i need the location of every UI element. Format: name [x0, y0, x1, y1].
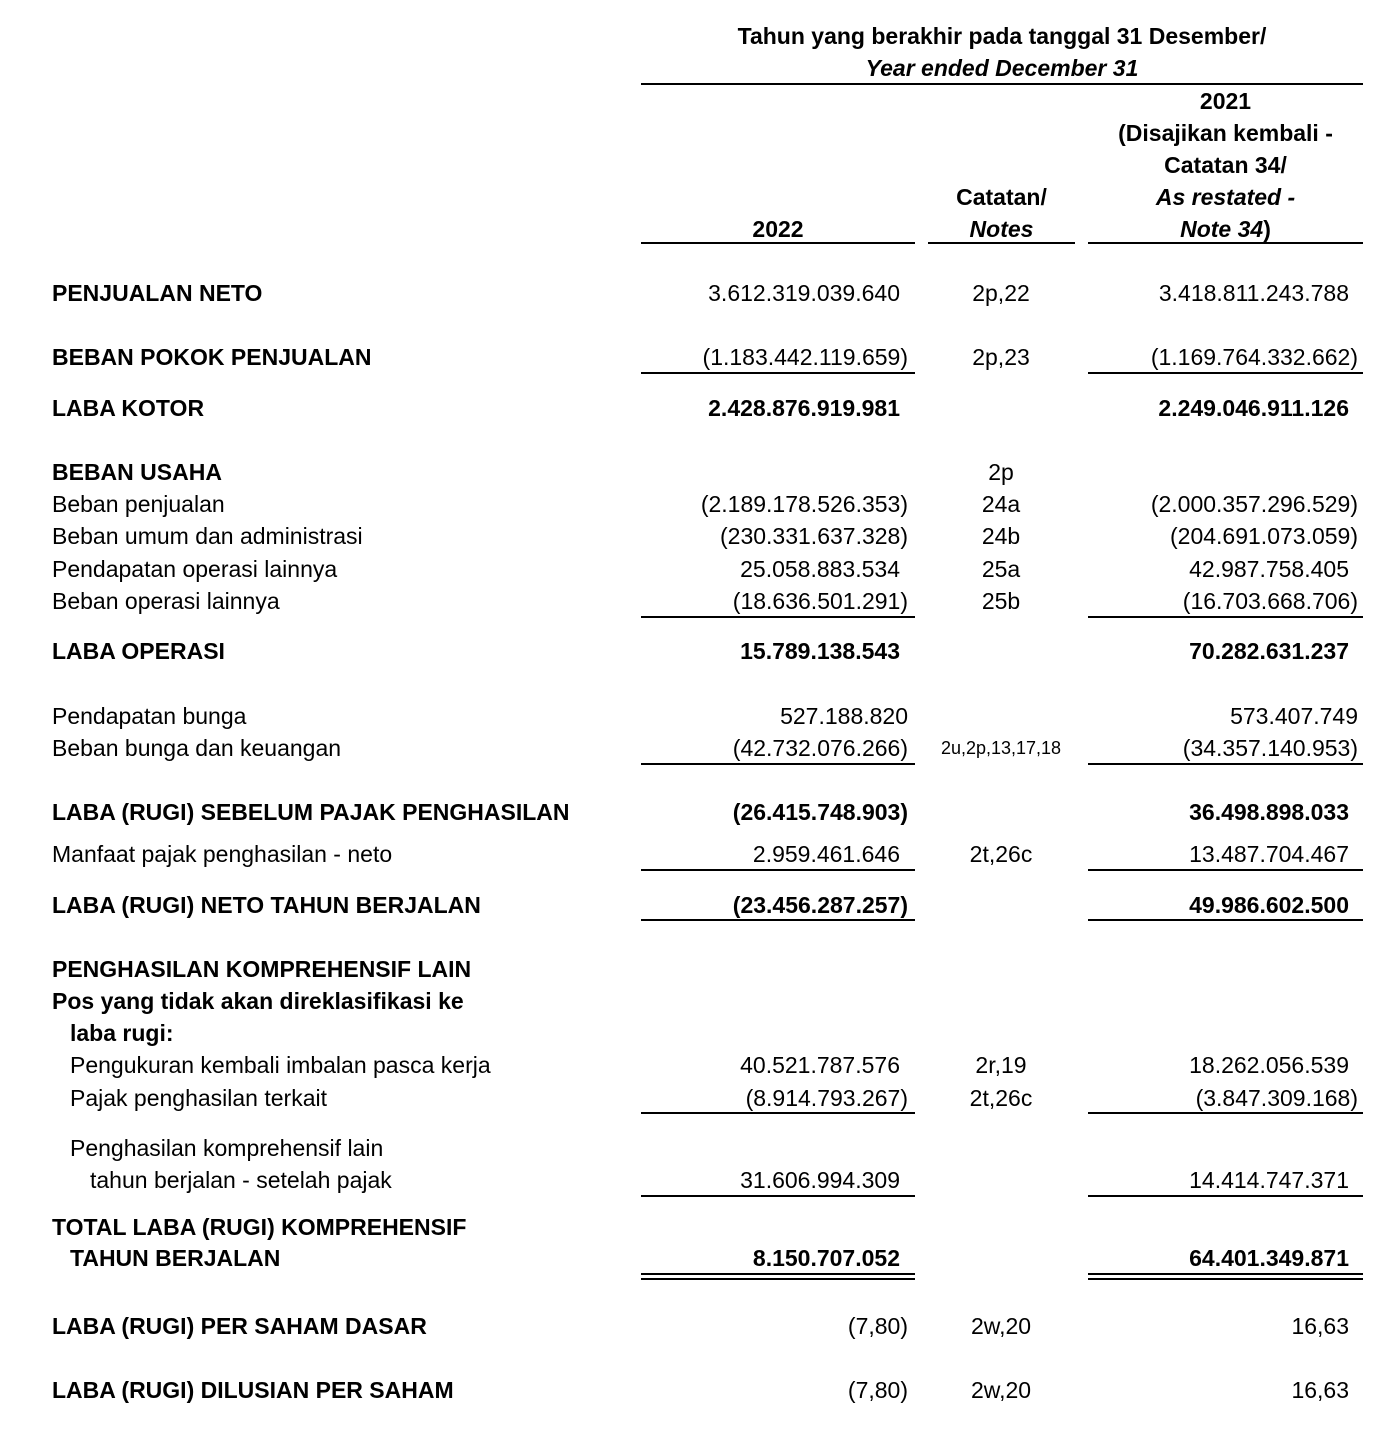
notes-header-id: Catatan/	[956, 184, 1047, 210]
total-rule	[641, 919, 915, 921]
row-label: Manfaat pajak penghasilan - neto	[52, 841, 393, 867]
header-rule	[641, 83, 1363, 85]
row-label: LABA OPERASI	[52, 638, 225, 664]
subtotal-rule	[1088, 616, 1363, 618]
col-2022-header: 2022	[752, 216, 804, 242]
value-2021: 16,63	[1291, 1313, 1349, 1339]
value-2021: 3.418.811.243.788	[1158, 280, 1349, 306]
subtotal-rule	[1088, 869, 1363, 871]
row-label: LABA (RUGI) PER SAHAM DASAR	[52, 1313, 427, 1339]
value-2022: 40.521.787.576	[740, 1052, 900, 1078]
value-2021: 14.414.747.371	[1189, 1167, 1349, 1193]
value-2022: 15.789.138.543	[740, 638, 900, 664]
value-2021: 36.498.898.033	[1189, 799, 1349, 825]
note-ref: 2t,26c	[969, 841, 1033, 867]
value-2021: 573.407.749	[1230, 703, 1358, 729]
row-label: Beban penjualan	[52, 491, 225, 517]
row-label: LABA (RUGI) NETO TAHUN BERJALAN	[52, 892, 481, 918]
note-ref: 24b	[981, 523, 1021, 549]
value-2022: (2.189.178.526.353)	[700, 491, 908, 517]
value-2022: (7,80)	[847, 1377, 908, 1403]
row-label: Pajak penghasilan terkait	[70, 1085, 327, 1111]
col-2021-year: 2021	[1199, 88, 1252, 114]
value-2021: (204.691.073.059)	[1170, 523, 1358, 549]
value-2022: (1.183.442.119.659)	[702, 344, 908, 370]
col-2021-restated-id: (Disajikan kembali -	[1118, 120, 1333, 146]
value-2021: 13.487.704.467	[1189, 841, 1349, 867]
note-ref: 2r,19	[975, 1052, 1027, 1078]
note-ref: 2w,20	[970, 1377, 1032, 1403]
row-label: Beban operasi lainnya	[52, 588, 280, 614]
row-label: LABA (RUGI) SEBELUM PAJAK PENGHASILAN	[52, 799, 570, 825]
row-label: TOTAL LABA (RUGI) KOMPREHENSIF	[52, 1214, 467, 1240]
note-ref: 2u,2p,13,17,18	[940, 738, 1062, 758]
period-header-en: Year ended December 31	[865, 55, 1139, 81]
value-2021: 2.249.046.911.126	[1158, 395, 1349, 421]
value-2021: (3.847.309.168)	[1195, 1085, 1358, 1111]
note-ref: 2p,22	[972, 280, 1030, 306]
row-label: LABA KOTOR	[52, 395, 205, 421]
value-2022: (7,80)	[847, 1313, 908, 1339]
subtotal-rule	[641, 1112, 915, 1114]
value-2022: 3.612.319.039.640	[708, 280, 900, 306]
value-2022: 8.150.707.052	[752, 1245, 900, 1271]
col-2022-header-rule	[641, 242, 915, 244]
col-2021-close-paren: )	[1263, 216, 1271, 242]
value-2022: (42.732.076.266)	[732, 735, 908, 761]
double-rule-bottom	[1088, 1278, 1363, 1280]
value-2022: (8.914.793.267)	[745, 1085, 908, 1111]
section-heading: PENGHASILAN KOMPREHENSIF LAIN	[52, 956, 472, 982]
subtotal-rule	[641, 869, 915, 871]
notes-header-en: Notes	[969, 216, 1034, 242]
value-2022: (26.415.748.903)	[732, 799, 908, 825]
subtotal-rule	[1088, 763, 1363, 765]
note-ref: 24a	[981, 491, 1021, 517]
value-2022: (230.331.637.328)	[720, 523, 908, 549]
value-2022: 31.606.994.309	[740, 1167, 900, 1193]
col-2021-restated-en: As restated -	[1155, 184, 1296, 210]
note-ref: 2p	[988, 459, 1014, 485]
col-2021-restated-note-id: Catatan 34/	[1164, 152, 1287, 178]
note-ref: 2t,26c	[969, 1085, 1033, 1111]
subsection-heading: Pos yang tidak akan direklasifikasi ke	[52, 988, 464, 1014]
value-2021: (16.703.668.706)	[1182, 588, 1358, 614]
subtotal-rule	[1088, 372, 1363, 374]
value-2021: (34.357.140.953)	[1182, 735, 1358, 761]
value-2021: (1.169.764.332.662)	[1150, 344, 1358, 370]
row-label: Beban umum dan administrasi	[52, 523, 363, 549]
value-2021: 64.401.349.871	[1189, 1245, 1349, 1271]
note-ref: 2p,23	[972, 344, 1030, 370]
row-label: PENJUALAN NETO	[52, 280, 263, 306]
note-ref: 2w,20	[970, 1313, 1032, 1339]
value-2022: (23.456.287.257)	[732, 892, 908, 918]
subtotal-rule	[641, 763, 915, 765]
row-label: Pendapatan bunga	[52, 703, 247, 729]
notes-header-rule	[928, 242, 1075, 244]
subtotal-rule	[1088, 1112, 1363, 1114]
double-rule-top	[1088, 1273, 1363, 1275]
double-rule-bottom	[641, 1278, 915, 1280]
row-label: Beban bunga dan keuangan	[52, 735, 342, 761]
value-2022: 25.058.883.534	[740, 556, 900, 582]
subtotal-rule	[641, 372, 915, 374]
value-2022: (18.636.501.291)	[732, 588, 908, 614]
row-label: BEBAN POKOK PENJUALAN	[52, 344, 372, 370]
subsection-heading-cont: laba rugi:	[70, 1020, 174, 1046]
row-label-cont: TAHUN BERJALAN	[70, 1245, 281, 1271]
row-label: Pengukuran kembali imbalan pasca kerja	[70, 1052, 491, 1078]
period-header-id: Tahun yang berakhir pada tanggal 31 Desember/	[737, 23, 1267, 49]
subtotal-rule	[641, 1195, 915, 1197]
value-2021: 49.986.602.500	[1189, 892, 1349, 918]
value-2022: 2.959.461.646	[752, 841, 900, 867]
note-ref: 25a	[981, 556, 1021, 582]
row-label-cont: tahun berjalan - setelah pajak	[90, 1167, 392, 1193]
row-label: Pendapatan operasi lainnya	[52, 556, 338, 582]
value-2022: 2.428.876.919.981	[708, 395, 900, 421]
value-2021: 70.282.631.237	[1189, 638, 1349, 664]
subtotal-rule	[641, 616, 915, 618]
value-2021: 42.987.758.405	[1189, 556, 1349, 582]
value-2021: 16,63	[1291, 1377, 1349, 1403]
row-label: LABA (RUGI) DILUSIAN PER SAHAM	[52, 1377, 454, 1403]
value-2021: 18.262.056.539	[1189, 1052, 1349, 1078]
section-heading: BEBAN USAHA	[52, 459, 222, 485]
col-2021-note-en-text: Note 34	[1180, 216, 1264, 242]
value-2022: 527.188.820	[780, 703, 908, 729]
value-2021: (2.000.357.296.529)	[1150, 491, 1358, 517]
subtotal-rule	[1088, 1195, 1363, 1197]
row-label: Penghasilan komprehensif lain	[70, 1135, 384, 1161]
col-2021-header-rule	[1088, 242, 1363, 244]
double-rule-top	[641, 1273, 915, 1275]
col-2021-restated-note-en	[1088, 215, 1363, 243]
note-ref: 25b	[981, 588, 1021, 614]
total-rule	[1088, 919, 1363, 921]
